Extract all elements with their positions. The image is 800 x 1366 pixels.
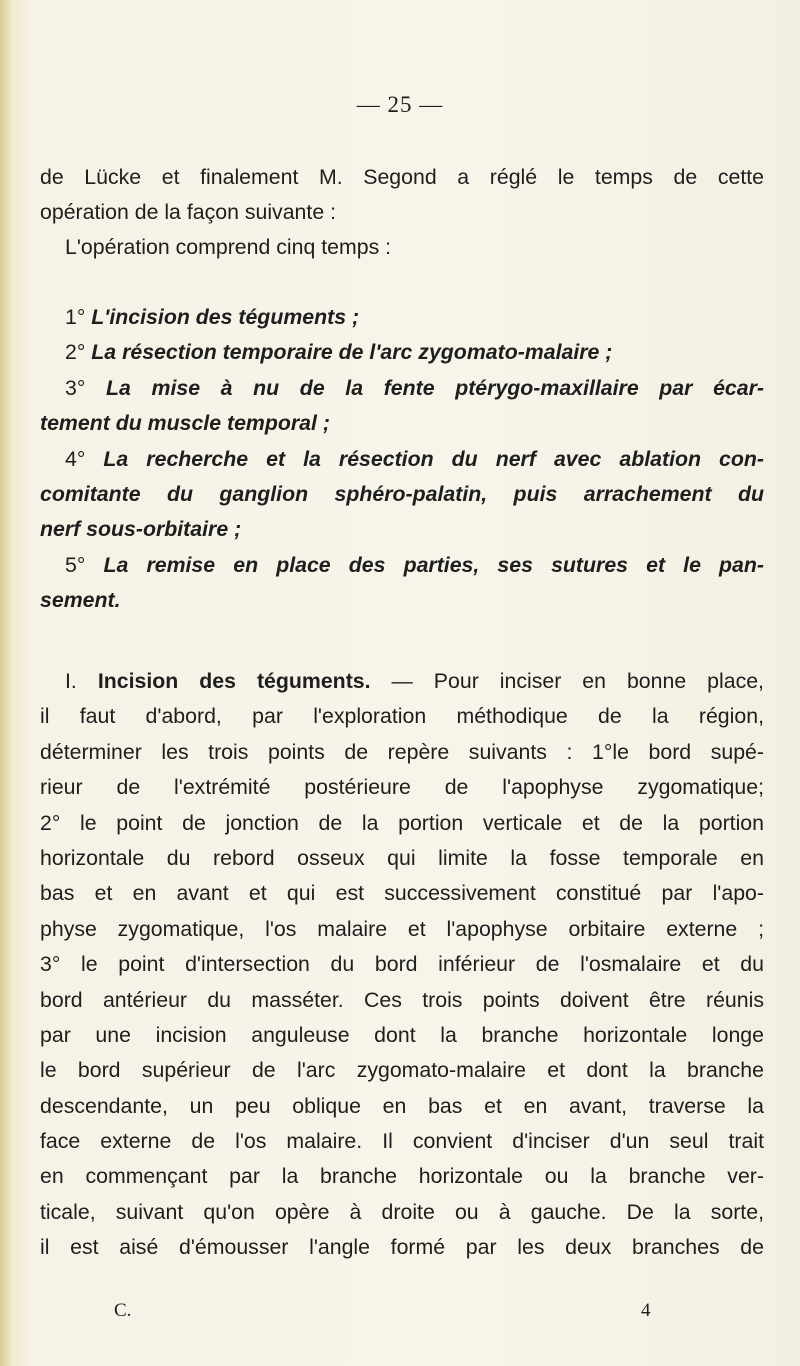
step-2: [40, 335, 764, 370]
text-line: bas et en avant et qui est successivement constitué par l'apo-: [40, 881, 764, 906]
step-number: 1°: [65, 305, 86, 329]
intro-paragraph: [40, 160, 764, 231]
step-text-continued: nerf sous-orbitaire ;: [40, 517, 242, 542]
step-text: L'incision des téguments ;: [91, 305, 360, 329]
section-heading: Incision des téguments.: [97, 669, 371, 693]
step-3: [40, 371, 764, 406]
signature-mark-left: C.: [114, 1300, 132, 1321]
text-line: il faut d'abord, par l'exploration méthodique de la région,: [40, 704, 764, 729]
text-line: bord antérieur du masséter. Ces trois points doivent être réunis: [40, 987, 764, 1012]
step-number: 5°: [65, 552, 86, 577]
signature-mark-right: 4: [641, 1300, 651, 1321]
statement-paragraph: [40, 230, 764, 265]
text-line: rieur de l'extrémité postérieure de l'apophyse zygomatique;: [40, 775, 764, 800]
text-line: par une incision anguleuse dont la branche horizontale longe: [40, 1022, 764, 1047]
section-incision: [40, 664, 764, 1266]
text-line: horizontale du rebord osseux qui limite la fosse temporale en: [40, 845, 764, 870]
step-text: La résection temporaire de l'arc zygomato-malaire ;: [91, 340, 613, 365]
step-text-continued: sement.: [40, 588, 121, 613]
section-heading-line: [40, 664, 764, 699]
step-text-continued: comitante du ganglion sphéro-palatin, puis arrachement du: [40, 481, 764, 506]
step-number: 2°: [65, 340, 86, 365]
text-line: il est aisé d'émousser l'angle formé par les deux branches de: [40, 1235, 764, 1260]
step-text: La remise en place des parties, ses sutures et le pan-: [103, 552, 764, 577]
step-number: 4°: [65, 446, 86, 471]
text-line: ticale, suivant qu'on opère à droite ou à gauche. De la sorte,: [40, 1199, 764, 1224]
step-text: La mise à nu de la fente ptérygo-maxillaire par écar-: [106, 375, 764, 400]
text-line: en commençant par la branche horizontale ou la branche ver-: [40, 1164, 764, 1189]
text-line: opération de la façon suivante :: [40, 200, 336, 225]
text-line: L'opération comprend cinq temps :: [65, 235, 392, 259]
text-line: 2° le point de jonction de la portion verticale et de la portion: [40, 810, 764, 835]
section-text: — Pour inciser en bonne place,: [370, 669, 764, 693]
text-line: de Lücke et finalement M. Segond a réglé le temps de cette: [40, 165, 764, 189]
step-4: [40, 442, 764, 477]
text-line: déterminer les trois points de repère suivants : 1°le bord supé-: [40, 739, 764, 764]
text-line: physe zygomatique, l'os malaire et l'apophyse orbitaire externe ;: [40, 916, 764, 941]
step-text: La recherche et la résection du nerf avec ablation con-: [103, 446, 764, 471]
text-line: face externe de l'os malaire. Il convient d'inciser d'un seul trait: [40, 1129, 764, 1154]
step-5: [40, 548, 764, 583]
text-line: 3° le point d'intersection du bord inférieur de l'osmalaire et du: [40, 952, 764, 977]
step-1: [40, 300, 764, 335]
section-number: I.: [65, 669, 77, 693]
step-number: 3°: [65, 375, 86, 400]
step-text-continued: tement du muscle temporal ;: [40, 411, 330, 436]
text-line: le bord supérieur de l'arc zygomato-malaire et dont la branche: [40, 1058, 764, 1083]
text-line: descendante, un peu oblique en bas et en avant, traverse la: [40, 1093, 764, 1118]
page-spine-shadow: [0, 0, 10, 1366]
steps-list: [40, 300, 764, 619]
page-number: — 25 —: [356, 92, 444, 117]
